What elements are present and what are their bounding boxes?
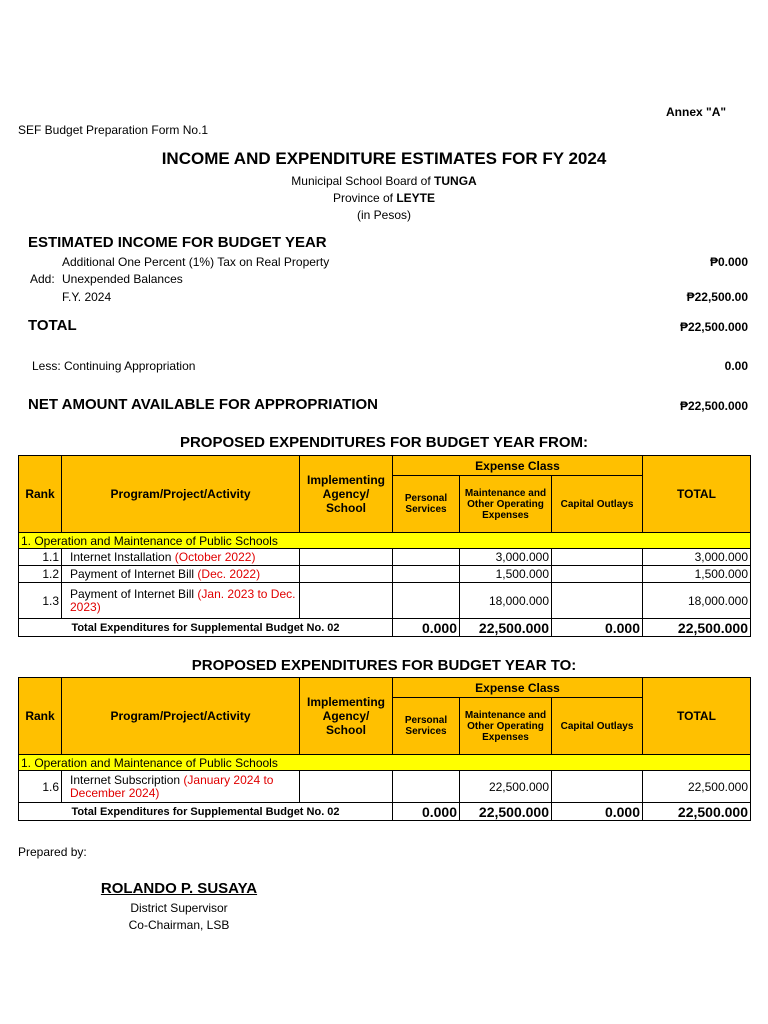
board-name: TUNGA bbox=[434, 174, 477, 188]
col-personal: Personal Services bbox=[393, 698, 460, 755]
total-label: TOTAL bbox=[28, 317, 77, 334]
form-number: SEF Budget Preparation Form No.1 bbox=[18, 123, 209, 137]
col-mooe: Maintenance and Other Operating Expenses bbox=[460, 476, 552, 533]
category-row: 1. Operation and Maintenance of Public Schools bbox=[19, 755, 751, 771]
row-program bbox=[62, 549, 300, 566]
expenditures-from-heading: PROPOSED EXPENDITURES FOR BUDGET YEAR FROM: bbox=[179, 434, 589, 451]
total-row-label: Total Expenditures for Supplemental Budget No. 02 bbox=[19, 619, 393, 637]
total-total: 22,500.000 bbox=[643, 619, 751, 637]
signatory-name: ROLANDO P. SUSAYA bbox=[100, 880, 258, 897]
row-capital bbox=[552, 549, 643, 566]
total-personal: 0.000 bbox=[393, 619, 460, 637]
col-agency: Implementing Agency/ School bbox=[300, 678, 393, 755]
program-period: (Dec. 2022) bbox=[197, 567, 261, 581]
fy-value: ₱22,500.00 bbox=[686, 290, 748, 304]
row-personal bbox=[393, 549, 460, 566]
total-mooe: 22,500.000 bbox=[460, 803, 552, 821]
col-total: TOTAL bbox=[643, 456, 751, 533]
row-personal bbox=[393, 566, 460, 583]
col-rank: Rank bbox=[19, 678, 62, 755]
board-prefix: Municipal School Board of bbox=[291, 174, 435, 188]
program-period: (January 2024 to December 2024) bbox=[70, 772, 274, 800]
row-program bbox=[62, 771, 300, 803]
col-program: Program/Project/Activity bbox=[62, 456, 300, 533]
province-prefix: Province of bbox=[332, 191, 397, 205]
row-mooe: 18,000.000 bbox=[460, 583, 552, 619]
tax-value: ₱0.000 bbox=[709, 255, 748, 269]
row-agency bbox=[300, 549, 393, 566]
add-label: Add: bbox=[30, 272, 55, 286]
total-personal: 0.000 bbox=[393, 803, 460, 821]
row-rank: 1.1 bbox=[19, 549, 62, 566]
row-mooe: 1,500.000 bbox=[460, 566, 552, 583]
row-program bbox=[62, 583, 300, 619]
row-capital bbox=[552, 583, 643, 619]
unit-note: (in Pesos) bbox=[356, 208, 412, 222]
col-rank: Rank bbox=[19, 456, 62, 533]
expenditures-to-heading: PROPOSED EXPENDITURES FOR BUDGET YEAR TO: bbox=[191, 657, 577, 674]
school-board-line bbox=[0, 174, 768, 188]
row-capital bbox=[552, 566, 643, 583]
total-value: ₱22,500.000 bbox=[679, 320, 748, 334]
category-row: 1. Operation and Maintenance of Public Schools bbox=[19, 533, 751, 549]
program-text: Payment of Internet Bill bbox=[70, 567, 198, 581]
expenditures-to-table bbox=[18, 677, 751, 821]
row-capital bbox=[552, 771, 643, 803]
col-personal: Personal Services bbox=[393, 476, 460, 533]
col-mooe: Maintenance and Other Operating Expenses bbox=[460, 698, 552, 755]
signatory-role: Co-Chairman, LSB bbox=[128, 918, 230, 932]
total-mooe: 22,500.000 bbox=[460, 619, 552, 637]
row-total: 1,500.000 bbox=[643, 566, 751, 583]
annex-label: Annex "A" bbox=[666, 105, 727, 119]
program-text: Internet Installation bbox=[70, 550, 175, 564]
net-label: NET AMOUNT AVAILABLE FOR APPROPRIATION bbox=[28, 396, 378, 413]
col-capital: Capital Outlays bbox=[552, 476, 643, 533]
tax-label: Additional One Percent (1%) Tax on Real Property bbox=[62, 255, 330, 269]
province-line bbox=[0, 191, 768, 205]
row-rank: 1.6 bbox=[19, 771, 62, 803]
fy-label: F.Y. 2024 bbox=[62, 290, 112, 304]
less-value: 0.00 bbox=[724, 359, 748, 373]
page-title: INCOME AND EXPENDITURE ESTIMATES FOR FY 2024 bbox=[161, 149, 607, 168]
table-row bbox=[19, 549, 751, 566]
total-row-label: Total Expenditures for Supplemental Budget No. 02 bbox=[19, 803, 393, 821]
program-text: Internet Subscription bbox=[70, 772, 184, 787]
expenditures-from-table bbox=[18, 455, 751, 637]
row-mooe: 22,500.000 bbox=[460, 771, 552, 803]
program-text: Payment of Internet Bill bbox=[70, 586, 198, 601]
row-personal bbox=[393, 583, 460, 619]
row-agency bbox=[300, 583, 393, 619]
total-row bbox=[19, 619, 751, 637]
col-expense-class: Expense Class bbox=[393, 456, 643, 476]
col-total: TOTAL bbox=[643, 678, 751, 755]
total-capital: 0.000 bbox=[552, 803, 643, 821]
income-heading: ESTIMATED INCOME FOR BUDGET YEAR bbox=[28, 234, 327, 251]
program-period: (October 2022) bbox=[174, 550, 256, 564]
col-agency: Implementing Agency/ School bbox=[300, 456, 393, 533]
col-capital: Capital Outlays bbox=[552, 698, 643, 755]
province-name: LEYTE bbox=[396, 191, 436, 205]
row-total: 3,000.000 bbox=[643, 549, 751, 566]
row-mooe: 3,000.000 bbox=[460, 549, 552, 566]
signatory-position: District Supervisor bbox=[130, 901, 228, 915]
program-period: (Jan. 2023 to Dec. 2023) bbox=[70, 586, 296, 614]
col-expense-class: Expense Class bbox=[393, 678, 643, 698]
row-personal bbox=[393, 771, 460, 803]
table-row bbox=[19, 771, 751, 803]
prepared-by-label: Prepared by: bbox=[18, 845, 87, 859]
table-row bbox=[19, 566, 751, 583]
row-agency bbox=[300, 771, 393, 803]
net-value: ₱22,500.000 bbox=[679, 399, 748, 413]
table-row bbox=[19, 583, 751, 619]
row-total: 22,500.000 bbox=[643, 771, 751, 803]
row-rank: 1.3 bbox=[19, 583, 62, 619]
row-agency bbox=[300, 566, 393, 583]
row-program bbox=[62, 566, 300, 583]
total-row bbox=[19, 803, 751, 821]
row-rank: 1.2 bbox=[19, 566, 62, 583]
unexpended-label: Unexpended Balances bbox=[62, 272, 183, 286]
less-label: Less: Continuing Appropriation bbox=[32, 359, 196, 373]
col-program: Program/Project/Activity bbox=[62, 678, 300, 755]
total-total: 22,500.000 bbox=[643, 803, 751, 821]
total-capital: 0.000 bbox=[552, 619, 643, 637]
row-total: 18,000.000 bbox=[643, 583, 751, 619]
